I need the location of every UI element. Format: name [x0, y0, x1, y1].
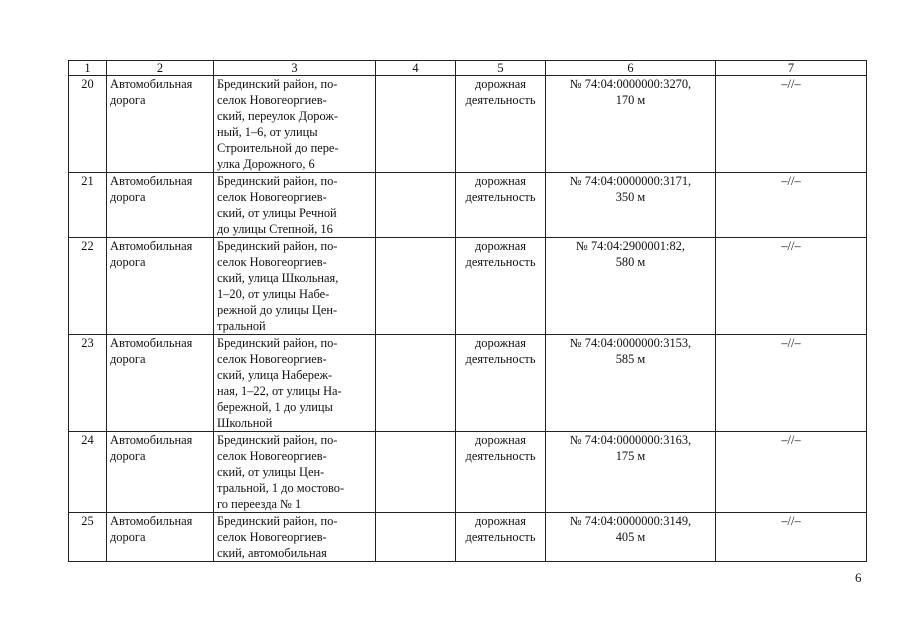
object-type-line: Автомобильная	[110, 336, 193, 350]
object-location-line: 1–20, от улицы Набе-	[217, 287, 330, 301]
object-type-line: дорога	[110, 190, 146, 204]
registry-table	[68, 60, 867, 562]
column-4-cell	[376, 335, 456, 432]
object-location	[214, 238, 376, 335]
object-location-line: до улицы Степной, 16	[217, 222, 333, 236]
cadastral-number-line: № 74:04:0000000:3149,	[569, 514, 692, 528]
object-type-line: Автомобильная	[110, 174, 193, 188]
row-number: 20	[69, 76, 107, 173]
object-type-line: Автомобильная	[110, 77, 193, 91]
object-location-line: тральной, 1 до мостово-	[217, 481, 345, 495]
cadastral-number	[546, 238, 716, 335]
cadastral-number	[546, 513, 716, 562]
cadastral-number	[546, 173, 716, 238]
object-location-line: Брединский район, по-	[217, 239, 338, 253]
activity-type-line: дорожная	[475, 174, 526, 188]
row-number: 21	[69, 173, 107, 238]
object-type-line: дорога	[110, 255, 146, 269]
object-location-line: тральной	[217, 319, 266, 333]
table-row	[69, 432, 867, 513]
cadastral-number-line: 170 м	[615, 93, 646, 107]
object-location-line: го переезда № 1	[217, 497, 302, 511]
object-location	[214, 76, 376, 173]
object-type-line: дорога	[110, 449, 146, 463]
object-location-line: Брединский район, по-	[217, 433, 338, 447]
table-row	[69, 238, 867, 335]
table-body	[69, 76, 867, 562]
column-7-cell: –//–	[716, 513, 867, 562]
object-location-line: Брединский район, по-	[217, 77, 338, 91]
object-type-line: Автомобильная	[110, 433, 193, 447]
object-location-line: селок Новогеоргиев-	[217, 93, 327, 107]
row-number: 23	[69, 335, 107, 432]
object-type	[107, 513, 214, 562]
object-type	[107, 335, 214, 432]
column-header-7: 7	[716, 61, 867, 76]
activity-type-line: деятельность	[465, 255, 536, 269]
activity-type-line: деятельность	[465, 530, 536, 544]
object-type-line: дорога	[110, 93, 146, 107]
table-row	[69, 76, 867, 173]
object-location-line: Школьной	[217, 416, 273, 430]
object-location-line: улка Дорожного, 6	[217, 157, 315, 171]
activity-type-line: деятельность	[465, 352, 536, 366]
activity-type	[456, 432, 546, 513]
object-type	[107, 76, 214, 173]
column-4-cell	[376, 238, 456, 335]
object-location-line: ная, 1–22, от улицы На-	[217, 384, 342, 398]
column-header-5: 5	[456, 61, 546, 76]
object-location-line: селок Новогеоргиев-	[217, 352, 327, 366]
cadastral-number	[546, 76, 716, 173]
row-number: 22	[69, 238, 107, 335]
object-type	[107, 173, 214, 238]
cadastral-number-line: № 74:04:0000000:3163,	[569, 433, 692, 447]
object-location-line: ский, улица Набереж-	[217, 368, 333, 382]
object-type-line: Автомобильная	[110, 239, 193, 253]
column-4-cell	[376, 76, 456, 173]
object-location	[214, 173, 376, 238]
object-location-line: Брединский район, по-	[217, 514, 338, 528]
cadastral-number-line: № 74:04:2900001:82,	[576, 239, 685, 253]
activity-type-line: дорожная	[475, 239, 526, 253]
object-location-line: Строительной до пере-	[217, 141, 339, 155]
object-location-line: Брединский район, по-	[217, 336, 338, 350]
object-type-line: дорога	[110, 530, 146, 544]
object-location-line: ный, 1–6, от улицы	[217, 125, 318, 139]
activity-type	[456, 238, 546, 335]
row-number: 24	[69, 432, 107, 513]
cadastral-number-line: № 74:04:0000000:3153,	[569, 336, 692, 350]
column-4-cell	[376, 513, 456, 562]
object-location	[214, 432, 376, 513]
cadastral-number-line: 175 м	[615, 449, 646, 463]
table-header-row	[69, 61, 867, 76]
cadastral-number	[546, 432, 716, 513]
object-type-line: дорога	[110, 352, 146, 366]
column-header-1: 1	[69, 61, 107, 76]
column-header-2: 2	[107, 61, 214, 76]
object-location-line: ский, от улицы Речной	[217, 206, 337, 220]
column-4-cell	[376, 173, 456, 238]
cadastral-number-line: 405 м	[615, 530, 646, 544]
object-location-line: селок Новогеоргиев-	[217, 190, 327, 204]
column-header-3: 3	[214, 61, 376, 76]
object-location-line: ский, улица Школьная,	[217, 271, 339, 285]
object-location-line: селок Новогеоргиев-	[217, 255, 327, 269]
activity-type-line: деятельность	[465, 93, 536, 107]
column-header-6: 6	[546, 61, 716, 76]
object-location-line: селок Новогеоргиев-	[217, 530, 327, 544]
column-4-cell	[376, 432, 456, 513]
object-location-line: режной до улицы Цен-	[217, 303, 338, 317]
object-location-line: ский, от улицы Цен-	[217, 465, 325, 479]
activity-type-line: дорожная	[475, 514, 526, 528]
column-7-cell: –//–	[716, 335, 867, 432]
table-row	[69, 335, 867, 432]
object-location-line: Брединский район, по-	[217, 174, 338, 188]
object-location-line: ский, автомобильная	[217, 546, 327, 560]
cadastral-number-line: № 74:04:0000000:3171,	[569, 174, 692, 188]
column-7-cell: –//–	[716, 76, 867, 173]
object-type-line: Автомобильная	[110, 514, 193, 528]
cadastral-number-line: № 74:04:0000000:3270,	[569, 77, 692, 91]
table-row	[69, 173, 867, 238]
activity-type	[456, 335, 546, 432]
activity-type-line: деятельность	[465, 449, 536, 463]
object-location	[214, 335, 376, 432]
page-number: 6	[855, 570, 862, 585]
table-row	[69, 513, 867, 562]
row-number: 25	[69, 513, 107, 562]
object-type	[107, 238, 214, 335]
activity-type-line: деятельность	[465, 190, 536, 204]
object-location	[214, 513, 376, 562]
column-header-4: 4	[376, 61, 456, 76]
column-7-cell: –//–	[716, 432, 867, 513]
activity-type-line: дорожная	[475, 433, 526, 447]
column-7-cell: –//–	[716, 173, 867, 238]
activity-type	[456, 513, 546, 562]
column-7-cell: –//–	[716, 238, 867, 335]
object-type	[107, 432, 214, 513]
activity-type-line: дорожная	[475, 77, 526, 91]
activity-type	[456, 173, 546, 238]
object-location-line: бережной, 1 до улицы	[217, 400, 333, 414]
activity-type	[456, 76, 546, 173]
cadastral-number	[546, 335, 716, 432]
object-location-line: ский, переулок Дорож-	[217, 109, 339, 123]
object-location-line: селок Новогеоргиев-	[217, 449, 327, 463]
cadastral-number-line: 350 м	[615, 190, 646, 204]
activity-type-line: дорожная	[475, 336, 526, 350]
cadastral-number-line: 580 м	[615, 255, 646, 269]
cadastral-number-line: 585 м	[615, 352, 646, 366]
